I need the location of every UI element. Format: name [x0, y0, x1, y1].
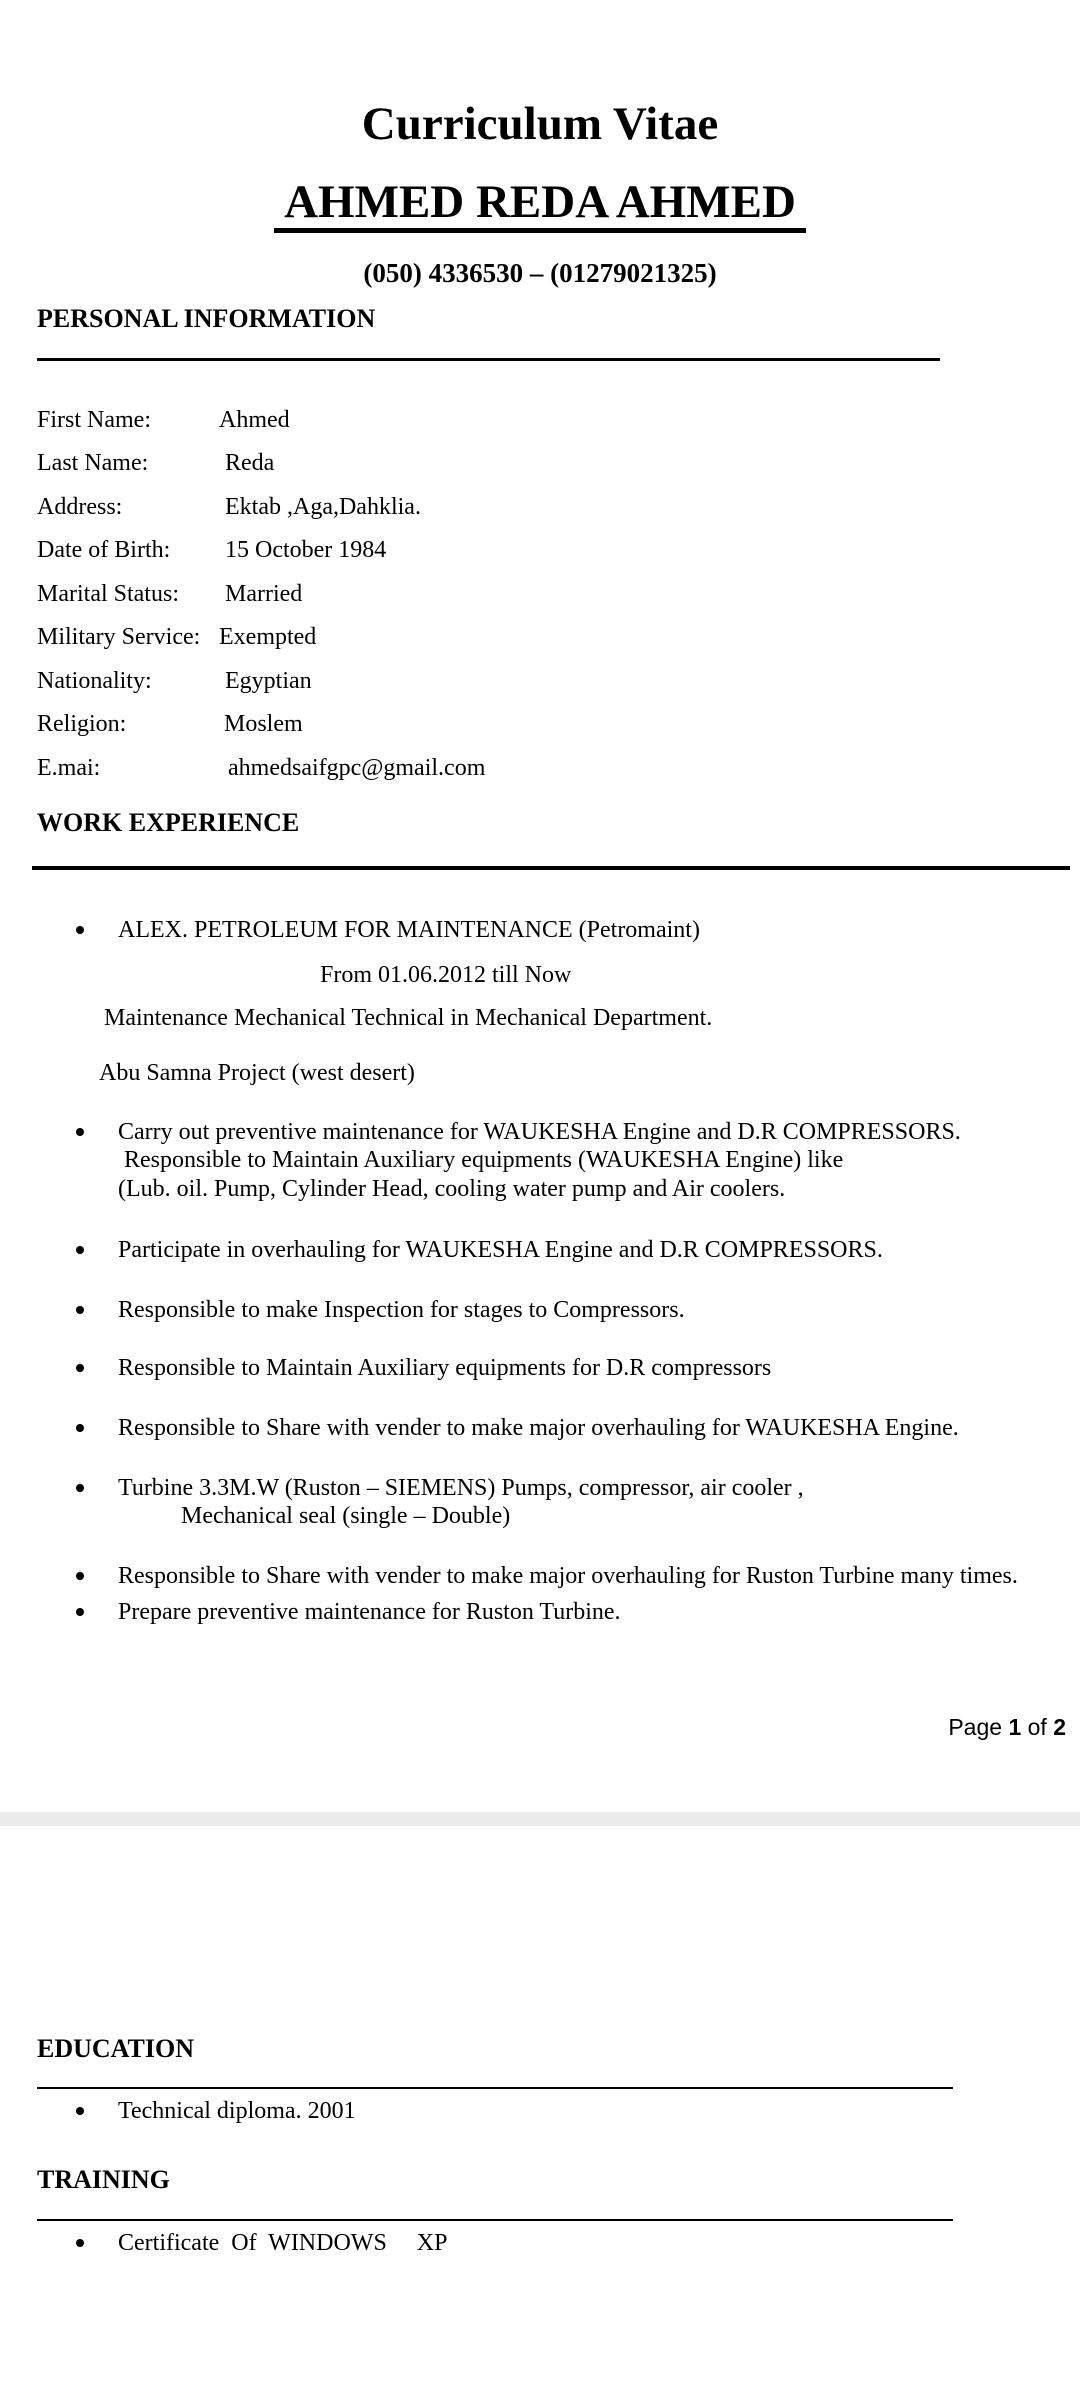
duty-item: Responsible to Share with vender to make major overhauling for WAUKESHA Engine. — [118, 1415, 959, 1441]
info-value: Ahmed — [219, 407, 290, 433]
duty-item: Turbine 3.3M.W (Ruston – SIEMENS) Pumps, compressor, air cooler , — [118, 1475, 804, 1501]
work-experience-heading: WORK EXPERIENCE — [37, 808, 300, 837]
info-label: Military Service: — [37, 624, 201, 650]
page-word: Page — [948, 1714, 1003, 1740]
training-item: Certificate Of WINDOWS XP — [118, 2230, 448, 2256]
bullet-icon — [76, 2107, 84, 2115]
page-number — [948, 1712, 1066, 1742]
bullet-icon — [76, 1306, 84, 1314]
candidate-name — [0, 172, 1080, 233]
current-page: 1 — [1008, 1714, 1022, 1740]
total-pages: 2 — [1053, 1714, 1066, 1740]
duty-item: Responsible to Share with vender to make major overhauling for Ruston Turbine many times. — [118, 1563, 1018, 1589]
bullet-icon — [76, 1484, 84, 1492]
project-name: Abu Samna Project (west desert) — [99, 1060, 415, 1086]
section-divider — [32, 866, 1070, 870]
info-value: Reda — [225, 450, 275, 476]
training-heading: TRAINING — [37, 2165, 170, 2194]
company-name: ALEX. PETROLEUM FOR MAINTENANCE (Petromaint) — [118, 917, 700, 943]
education-item: Technical diploma. 2001 — [118, 2098, 356, 2124]
info-label: Marital Status: — [37, 581, 179, 607]
info-value: ahmedsaifgpc@gmail.com — [228, 755, 486, 781]
employment-period: From 01.06.2012 till Now — [320, 962, 572, 988]
education-heading: EDUCATION — [37, 2034, 194, 2063]
bullet-icon — [76, 2239, 84, 2247]
info-value: Egyptian — [225, 668, 312, 694]
personal-info-heading: PERSONAL INFORMATION — [37, 304, 376, 333]
bullet-icon — [76, 1572, 84, 1580]
section-divider — [37, 358, 940, 361]
duty-item: Prepare preventive maintenance for Ruston Turbine. — [118, 1599, 621, 1625]
info-value: Married — [225, 581, 303, 607]
info-label: First Name: — [37, 407, 151, 433]
info-label: E.mai: — [37, 755, 101, 781]
bullet-icon — [76, 1128, 84, 1136]
duty-item-continued: Mechanical seal (single – Double) — [181, 1503, 511, 1529]
of-word: of — [1027, 1714, 1047, 1740]
info-label: Address: — [37, 494, 123, 520]
page-separator — [0, 1812, 1080, 1826]
document-page-2 — [0, 1826, 1080, 2400]
job-position: Maintenance Mechanical Technical in Mechanical Department. — [104, 1005, 713, 1031]
info-label: Last Name: — [37, 450, 149, 476]
info-label: Religion: — [37, 711, 127, 737]
info-value: Moslem — [224, 711, 303, 737]
duty-item: Participate in overhauling for WAUKESHA Engine and D.R COMPRESSORS. — [118, 1237, 883, 1263]
duty-item-continued: (Lub. oil. Pump, Cylinder Head, cooling water pump and Air coolers. — [118, 1176, 786, 1202]
info-label: Date of Birth: — [37, 537, 171, 563]
duty-item: Responsible to make Inspection for stages to Compressors. — [118, 1297, 685, 1323]
candidate-name-text: AHMED REDA AHMED — [274, 176, 806, 233]
bullet-icon — [76, 1246, 84, 1254]
contact-phone: (050) 4336530 – (01279021325) — [363, 258, 717, 288]
info-value: Exempted — [219, 624, 317, 650]
bullet-icon — [76, 926, 84, 934]
info-label: Nationality: — [37, 668, 152, 694]
document-title: Curriculum Vitae — [361, 98, 719, 150]
bullet-icon — [76, 1364, 84, 1372]
duty-item-continued: Responsible to Maintain Auxiliary equipments (WAUKESHA Engine) like — [124, 1147, 844, 1173]
duty-item: Responsible to Maintain Auxiliary equipments for D.R compressors — [118, 1355, 772, 1381]
bullet-icon — [76, 1608, 84, 1616]
bullet-icon — [76, 1424, 84, 1432]
info-value: 15 October 1984 — [225, 537, 387, 563]
section-divider — [37, 2087, 953, 2089]
info-value: Ektab ,Aga,Dahklia. — [225, 494, 421, 520]
duty-item: Carry out preventive maintenance for WAUKESHA Engine and D.R COMPRESSORS. — [118, 1119, 961, 1145]
section-divider — [37, 2219, 953, 2221]
